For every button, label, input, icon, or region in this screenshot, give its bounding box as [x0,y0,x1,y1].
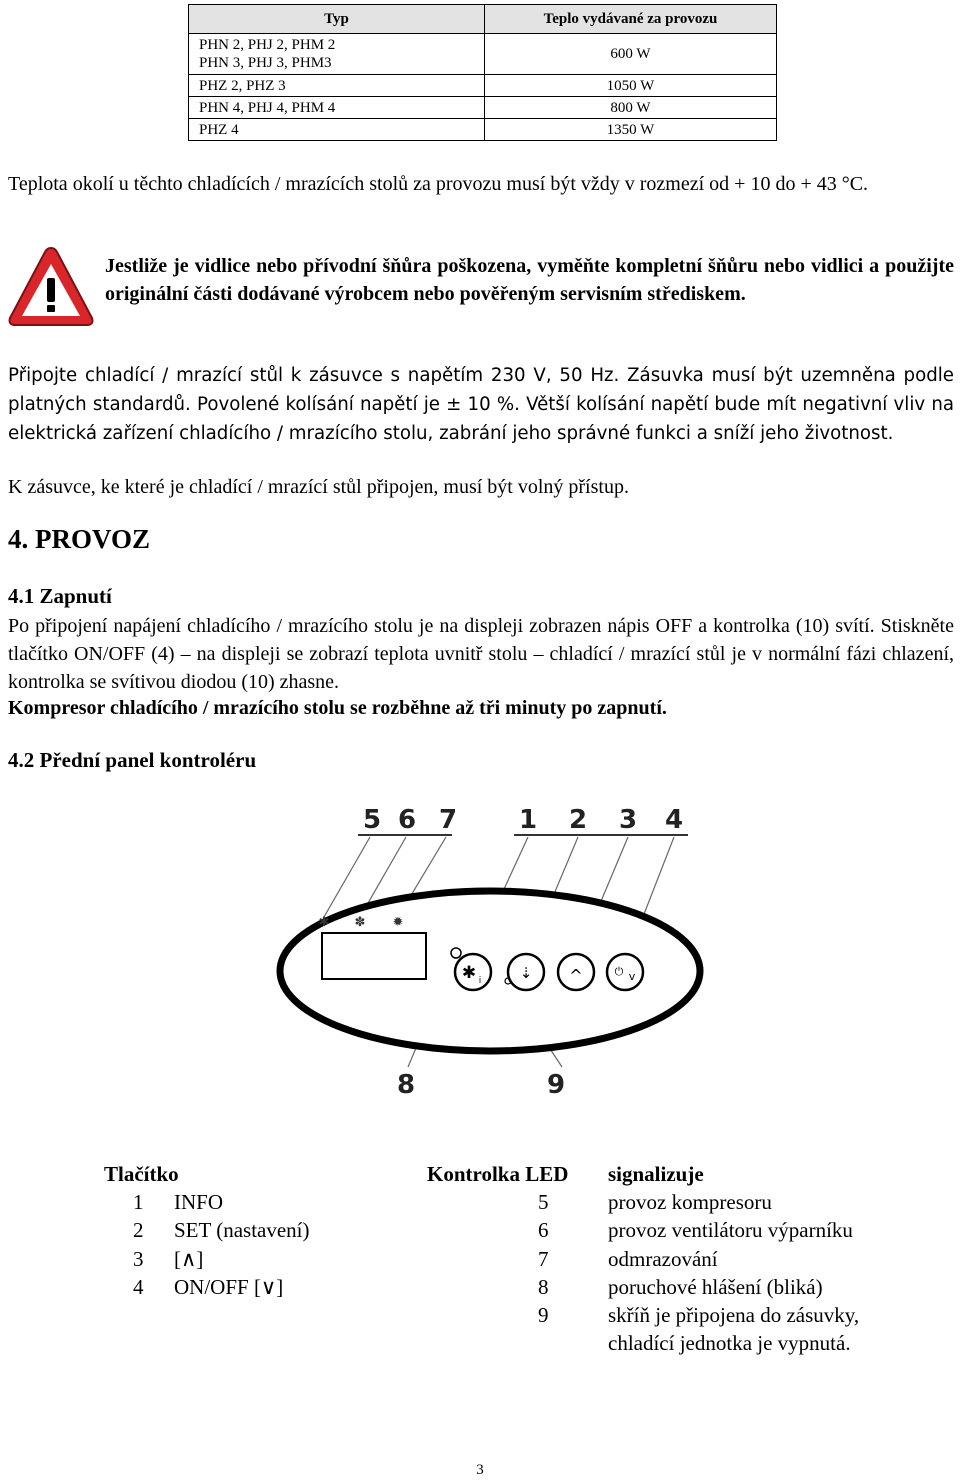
table-cell-power: 1050 W [485,75,777,97]
callout-label-1: 1 [518,805,538,835]
callout-label-6: 6 [397,805,417,835]
heat-output-table [188,4,777,141]
table-cell-type: PHN 3, PHJ 3, PHM3 [199,55,332,71]
table-cell-power: 600 W [485,34,777,75]
table-row [189,97,777,119]
legend-led-label: poruchové hlášení (bliká) [608,1275,823,1299]
defrost-icon: ✹ [392,915,404,930]
legend-button-label: ON/OFF [∨] [174,1275,284,1299]
legend-led-label: provoz kompresoru [608,1190,772,1214]
callout-label-8: 8 [396,1070,416,1100]
subsection-heading-front-panel: 4.2 Přední panel kontroléru [8,748,257,772]
on-off-button[interactable] [607,954,643,990]
callout-label-5: 5 [362,805,382,835]
table-row [189,34,777,75]
legend-led-number: 6 [538,1218,549,1242]
snowflake-info-button-icon: ✱ [461,963,477,983]
legend-button-number: 2 [133,1218,144,1242]
table-cell-type: PHZ 4 [189,119,485,141]
warning-triangle-icon [6,244,96,330]
section-heading: 4. PROVOZ [8,524,150,554]
legend-header-button: Tlačítko [104,1162,179,1186]
power-down-button-icon: ⏻ [614,965,624,978]
table-cell-type: PHZ 2, PHZ 3 [189,75,485,97]
warning-paragraph: Jestliže je vidlice nebo přívodní šňůra poškozena, vyměňte kompletní šňůru nebo vidlici a použijte originální části dodávané výrobcem nebo pověřeným servisním střediskem. [105,255,954,305]
legend-header-signal: signalizuje [608,1162,704,1186]
display-screen [322,933,426,979]
callout-label-4: 4 [664,805,684,835]
controller-panel-diagram [270,795,710,1100]
led-8-indicator [451,948,461,958]
legend-button-number: 3 [133,1247,144,1271]
set-button-icon: ⇣ [519,964,533,982]
table-row [189,119,777,141]
legend-led-number: 7 [538,1247,549,1271]
legend-button-label: [∧] [174,1247,204,1271]
table-cell-type: PHN 4, PHJ 4, PHM 4 [189,97,485,119]
compressor-note: Kompresor chladícího / mrazícího stolu se rozběhne až tři minuty po zapnutí. [8,697,667,719]
legend-led-label-continued: chladící jednotka je vypnutá. [608,1331,851,1355]
callout-label-9: 9 [546,1070,566,1100]
page-number: 3 [476,1462,484,1478]
legend-led-label: odmrazování [608,1247,718,1271]
table-header-heat: Teplo vydávané za provozu [485,5,777,34]
callout-label-3: 3 [618,805,638,835]
legend-button-number: 1 [133,1190,144,1214]
fan-icon: ✽ [354,915,366,930]
table-header-type: Typ [189,5,485,34]
legend-button-label: INFO [174,1190,224,1214]
table-row [189,75,777,97]
legend-header-led: Kontrolka LED [427,1162,569,1186]
up-arrow-button-icon: ^ [569,966,583,985]
svg-text:i: i [478,976,482,986]
connection-paragraph: Připojte chladící / mrazící stůl k zásuvce s napětím 230 V, 50 Hz. Zásuvka musí být uzemněna podle platných standardů. Povolené kolísání napětí je ± 10 %. Větší kolísání napětí bude mít negativní vliv na elektrická zařízení chladícího / mrazícího stolu, zabrání jeho správné funkci a sníží jeho životnost. [8,365,954,444]
power-on-paragraph: Po připojení napájení chladícího / mrazícího stolu je na displeji zobrazen nápis OFF a kontrolka (10) svítí. Stiskněte tlačítko ON/OFF (4) – na displeji se zobrazí teplota uvnitř stolu – chladící / mrazící stůl je v normální fázi chlazení, kontrolka se svítivou diodou (10) zhasne. [8,615,954,693]
legend-led-number: 8 [538,1275,549,1299]
legend-button-label: SET (nastavení) [174,1218,310,1242]
table-cell-power: 1350 W [485,119,777,141]
legend-led-number: 5 [538,1190,549,1214]
legend-led-label: skříň je připojena do zásuvky, [608,1303,860,1327]
table-cell-power: 800 W [485,97,777,119]
subsection-heading-power-on: 4.1 Zapnutí [8,584,112,608]
legend-led-label: provoz ventilátoru výparníku [608,1218,853,1242]
access-paragraph: K zásuvce, ke které je chladící / mrazící stůl připojen, musí být volný přístup. [8,476,629,498]
ambient-temperature-paragraph: Teplota okolí u těchto chladících / mrazících stolů za provozu musí být vždy v rozmezí od + 10 do + 43 °C. [8,173,869,195]
svg-text:v: v [628,970,636,983]
snowflake-icon: ✱ [318,915,330,930]
callout-label-7: 7 [438,805,458,835]
table-cell-type: PHN 2, PHJ 2, PHM 2 [199,37,336,53]
legend-button-number: 4 [133,1275,144,1299]
callout-label-2: 2 [568,805,588,835]
legend-led-number: 9 [538,1303,549,1327]
